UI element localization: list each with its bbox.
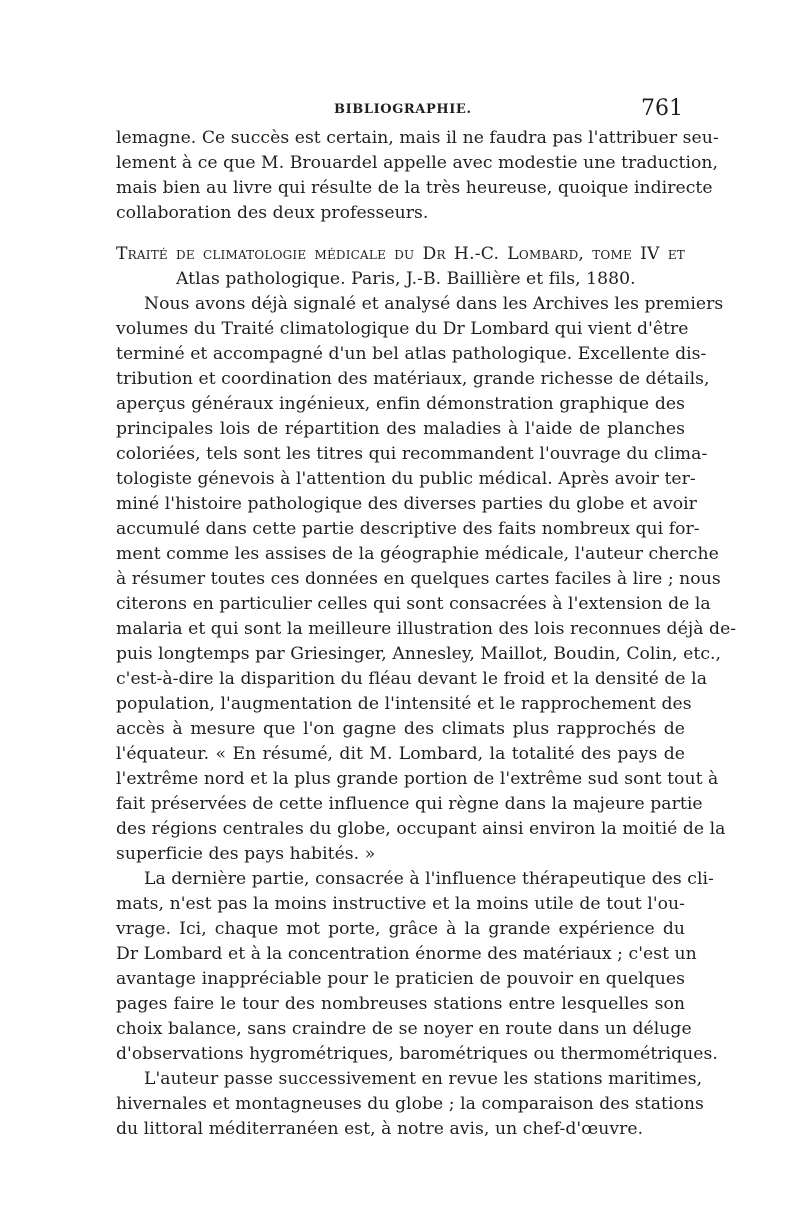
text-line: lement à ce que M. Brouardel appelle avec modestie une traduction, [116,153,719,173]
text-line: collaboration des deux professeurs. [116,203,429,223]
text-line: avantage inappréciable pour le praticien de pouvoir en quelques [116,969,685,989]
text-line: coloriées, tels sont les titres qui recommandent l'ouvrage du clima- [116,444,708,464]
text-line: population, l'augmentation de l'intensité et le rapprochement des [116,694,692,714]
text-line: fait préservées de cette influence qui règne dans la majeure partie [116,794,703,814]
text-line: principales lois de répartition des maladies à l'aide de planches [116,419,685,439]
text-line: hivernales et montagneuses du globe ; la comparaison des stations [116,1094,704,1114]
text-line: superficie des pays habités. » [116,844,376,864]
text-line: mats, n'est pas la moins instructive et la moins utile de tout l'ou- [116,894,685,914]
text-line: malaria et qui sont la meilleure illustration des lois reconnues déjà de- [116,619,737,639]
paragraph-2 [116,292,737,867]
text-line: du littoral méditerranéen est, à notre avis, un chef-d'œuvre. [116,1119,644,1139]
text-line: mais bien au livre qui résulte de la très heureuse, quoique indirecte [116,178,713,198]
text-line: l'extrême nord et la plus grande portion de l'extrême sud sont tout à [116,769,719,789]
paragraph-3 [116,867,718,1067]
paragraph-1 [116,126,719,226]
text-line: pages faire le tour des nombreuses stations entre lesquelles son [116,994,685,1014]
page-number: 761 [641,96,683,121]
text-line: Dr Lombard et à la concentration énorme des matériaux ; c'est un [116,944,697,964]
paragraph-4 [116,1067,704,1142]
text-line: tribution et coordination des matériaux, grande richesse de détails, [116,369,710,389]
text-line: puis longtemps par Griesinger, Annesley, Maillot, Boudin, Colin, etc., [116,644,722,664]
text-line: choix balance, sans craindre de se noyer en route dans un déluge [116,1019,692,1039]
text-line: citerons en particulier celles qui sont consacrées à l'extension de la [116,594,711,614]
text-line: c'est-à-dire la disparition du fléau devant le froid et la densité de la [116,669,708,689]
text-line: L'auteur passe successivement en revue les stations maritimes, [144,1069,703,1089]
text-line: terminé et accompagné d'un bel atlas pathologique. Excellente dis- [116,344,707,364]
text-line: des régions centrales du globe, occupant ainsi environ la moitié de la [116,819,726,839]
text-line: Nous avons déjà signalé et analysé dans les Archives les premiers [144,294,724,314]
review-title-line: Traité de climatologie médicale du Dr H.-C. Lombard, tome IV et [116,244,685,264]
text-line: aperçus généraux ingénieux, enfin démonstration graphique des [116,394,685,414]
review-heading [116,242,685,292]
text-line: accumulé dans cette partie descriptive des faits nombreux qui for- [116,519,700,539]
text-line: d'observations hygrométriques, barométriques ou thermométriques. [116,1044,718,1064]
running-header [116,96,685,126]
text-line: volumes du Traité climatologique du Dr Lombard qui vient d'être [116,319,689,339]
text-line: tologiste génevois à l'attention du public médical. Après avoir ter- [116,469,696,489]
review-citation-line: Atlas pathologique. Paris, J.-B. Baillière et fils, 1880. [176,269,636,289]
text-line: La dernière partie, consacrée à l'influence thérapeutique des cli- [144,869,714,889]
text-line: accès à mesure que l'on gagne des climats plus rapprochés de [116,719,685,739]
text-line: à résumer toutes ces données en quelques cartes faciles à lire ; nous [116,569,721,589]
text-line: miné l'histoire pathologique des diverses parties du globe et avoir [116,494,697,514]
text-line: l'équateur. « En résumé, dit M. Lombard, la totalité des pays de [116,744,685,764]
running-title: BIBLIOGRAPHIE. [334,102,472,117]
document-page [116,96,737,1142]
text-line: vrage. Ici, chaque mot porte, grâce à la grande expérience du [116,919,685,939]
section-gap [116,226,685,242]
text-line: ment comme les assises de la géographie médicale, l'auteur cherche [116,544,719,564]
text-line: lemagne. Ce succès est certain, mais il ne faudra pas l'attribuer seu- [116,128,719,148]
